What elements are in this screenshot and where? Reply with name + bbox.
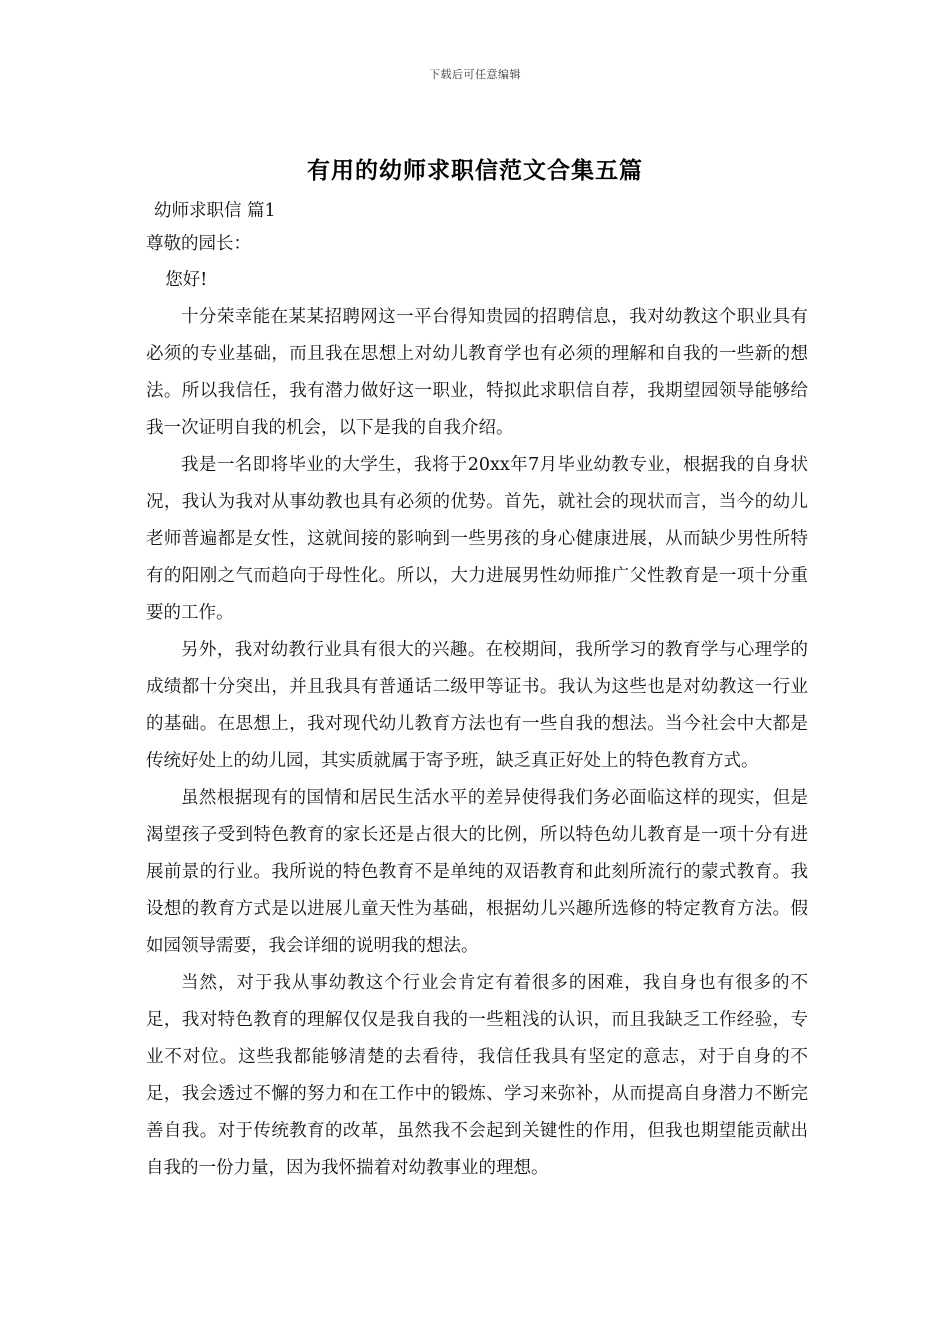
paragraph: 十分荣幸能在某某招聘网这一平台得知贵园的招聘信息，我对幼教这个职业具有必须的专业基础，而且我在思想上对幼儿教育学也有必须的理解和自我的一些新的想法。所以我信任，我有潜力做好这一职业，特拟此求职信自荐，我期望园领导能够给我一次证明自我的机会，以下是我的自我介绍。	[146, 307, 808, 438]
section-heading: 幼师求职信 篇1	[154, 201, 276, 221]
header-note: 下载后可任意编辑	[429, 68, 521, 81]
letter-body	[146, 198, 808, 1187]
paragraph: 虽然根据现有的国情和居民生活水平的差异使得我们务必面临这样的现实，但是渴望孩子受到特色教育的家长还是占很大的比例，所以特色幼儿教育是一项十分有进展前景的行业。我所说的特色教育不是单纯的双语教育和此刻所流行的蒙式教育。我设想的教育方式是以进展儿童天性为基础，根据幼儿兴趣所选修的特定教育方法。假如园领导需要，我会详细的说明我的想法。	[146, 788, 808, 956]
paragraph: 当然，对于我从事幼教这个行业会肯定有着很多的困难，我自身也有很多的不足，我对特色教育的理解仅仅是我自我的一些粗浅的认识，而且我缺乏工作经验，专业不对位。这些我都能够清楚的去看待，我信任我具有坚定的意志，对于自身的不足，我会透过不懈的努力和在工作中的锻炼、学习来弥补，从而提高自身潜力不断完善自我。对于传统教育的改革，虽然我不会起到关键性的作用，但我也期望能贡献出自我的一份力量，因为我怀揣着对幼教事业的理想。	[146, 973, 808, 1178]
greeting: 您好!	[165, 270, 208, 290]
document-title: 有用的幼师求职信范文合集五篇	[307, 157, 643, 184]
paragraph: 另外，我对幼教行业具有很大的兴趣。在校期间，我所学习的教育学与心理学的成绩都十分突出，并且我具有普通话二级甲等证书。我认为这些也是对幼教这一行业的基础。在思想上，我对现代幼儿教育方法也有一些自我的想法。当今社会中大都是传统好处上的幼儿园，其实质就属于寄予班，缺乏真正好处上的特色教育方式。	[146, 640, 808, 771]
paragraph: 我是一名即将毕业的大学生，我将于20xx年7月毕业幼教专业，根据我的自身状况，我认为我对从事幼教也具有必须的优势。首先，就社会的现状而言，当今的幼儿老师普遍都是女性，这就间接的影响到一些男孩的身心健康进展，从而缺少男性所特有的阳刚之气而趋向于母性化。所以，大力进展男性幼师推广父性教育是一项十分重要的工作。	[146, 455, 808, 623]
salutation: 尊敬的园长：	[146, 234, 251, 254]
